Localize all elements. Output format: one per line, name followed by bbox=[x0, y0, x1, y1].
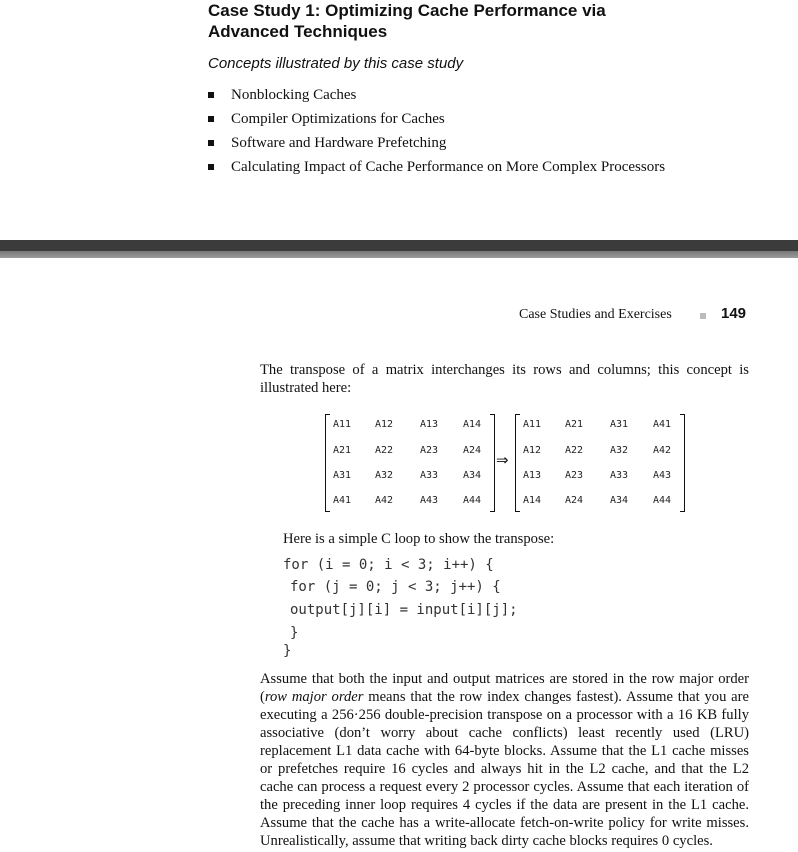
matrix-cell: A44 bbox=[463, 495, 482, 506]
intro-paragraph: The transpose of a matrix interchanges its rows and columns; this concept is illustrated here: bbox=[260, 362, 749, 396]
matrix-cell: A24 bbox=[463, 445, 482, 456]
previous-page bbox=[0, 0, 798, 240]
matrix-bracket-left bbox=[515, 414, 520, 512]
case-study-title bbox=[208, 0, 728, 42]
concept-item bbox=[208, 86, 665, 110]
bullet-icon bbox=[208, 92, 214, 98]
matrix-cell: A44 bbox=[653, 495, 672, 506]
concept-list bbox=[208, 86, 665, 182]
matrix-cell: A42 bbox=[375, 495, 394, 506]
concept-label: Calculating Impact of Cache Performance on More Complex Processors bbox=[231, 159, 666, 175]
matrix-cell: A21 bbox=[333, 445, 352, 456]
concept-label: Compiler Optimizations for Caches bbox=[231, 111, 445, 127]
matrix-cell: A13 bbox=[523, 470, 542, 481]
running-head: Case Studies and Exercises bbox=[519, 307, 672, 322]
matrix-cell: A42 bbox=[653, 445, 672, 456]
case-study-title-line-1: Case Study 1: Optimizing Cache Performance via bbox=[208, 1, 606, 20]
matrix-cell: A41 bbox=[333, 495, 352, 506]
assumptions-italic-term: row major order bbox=[264, 689, 364, 705]
case-study-title-line-2: Advanced Techniques bbox=[208, 22, 388, 41]
matrix-cell: A43 bbox=[420, 495, 439, 506]
matrix-cell: A11 bbox=[333, 419, 352, 430]
concepts-heading: Concepts illustrated by this case study bbox=[208, 55, 464, 72]
code-line: for (i = 0; i < 3; i++) { bbox=[283, 557, 494, 573]
bullet-icon bbox=[208, 116, 214, 122]
matrix-cell: A23 bbox=[420, 445, 439, 456]
matrix-cell: A22 bbox=[375, 445, 394, 456]
matrix-bracket-right bbox=[680, 414, 685, 512]
bullet-icon bbox=[208, 164, 214, 170]
code-line: } bbox=[283, 643, 292, 659]
matrix-cell: A31 bbox=[333, 470, 352, 481]
code-line: } bbox=[290, 625, 299, 641]
concept-item bbox=[208, 158, 665, 182]
code-line: output[j][i] = input[i][j]; bbox=[290, 602, 518, 618]
assumptions-paragraph bbox=[260, 670, 749, 850]
matrix-cell: A34 bbox=[610, 495, 629, 506]
matrix-cell: A33 bbox=[610, 470, 629, 481]
matrix-cell: A31 bbox=[610, 419, 629, 430]
matrix-cell: A23 bbox=[565, 470, 584, 481]
concept-label: Nonblocking Caches bbox=[231, 87, 357, 103]
matrix-cell: A12 bbox=[375, 419, 394, 430]
right-double-arrow-icon: ⇒ bbox=[496, 451, 509, 469]
matrix-cell: A32 bbox=[610, 445, 629, 456]
input-matrix bbox=[325, 414, 495, 512]
matrix-cell: A43 bbox=[653, 470, 672, 481]
page-divider bbox=[0, 240, 798, 258]
code-line: for (j = 0; j < 3; j++) { bbox=[290, 579, 501, 595]
loop-intro: Here is a simple C loop to show the transpose: bbox=[283, 531, 555, 547]
matrix-cell: A32 bbox=[375, 470, 394, 481]
concept-item bbox=[208, 110, 665, 134]
matrix-cell: A11 bbox=[523, 419, 542, 430]
matrix-cell: A22 bbox=[565, 445, 584, 456]
matrix-cell: A13 bbox=[420, 419, 439, 430]
matrix-cell: A21 bbox=[565, 419, 584, 430]
matrix-cell: A34 bbox=[463, 470, 482, 481]
matrix-cell: A33 bbox=[420, 470, 439, 481]
matrix-cell: A41 bbox=[653, 419, 672, 430]
running-head-separator-icon bbox=[700, 313, 706, 319]
matrix-bracket-right bbox=[490, 414, 495, 512]
matrix-cell: A12 bbox=[523, 445, 542, 456]
matrix-bracket-left bbox=[325, 414, 330, 512]
assumptions-text-2: means that the row index changes fastest). Assume that you are executing a 256·256 double-precision transpose on a processor with a 16 KB fully associative (don’t worry about cache conflicts) least recently used (LRU) replacement L1 data cache with 64-byte blocks. Assume that the L1 cache misses or prefetches require 16 cycles and always hit in the L2 cache, and that the L2 cache can process a request every 2 processor cycles. Assume that each iteration of the preceding inner loop requires 4 cycles if the data are present in the L1 cache. Assume that the cache has a write-allocate fetch-on-write policy for write misses. Unrealistically, assume that writing back dirty cache blocks requires 0 cycles. bbox=[260, 689, 749, 849]
matrix-cell: A14 bbox=[463, 419, 482, 430]
assumptions-text-1: Assume that both the input and output matrices are stored in the row major order ( bbox=[260, 671, 749, 705]
matrix-cell: A14 bbox=[523, 495, 542, 506]
concept-label: Software and Hardware Prefetching bbox=[231, 135, 447, 151]
output-matrix bbox=[515, 414, 685, 512]
bullet-icon bbox=[208, 140, 214, 146]
concept-item bbox=[208, 134, 665, 158]
matrix-cell: A24 bbox=[565, 495, 584, 506]
page-number: 149 bbox=[721, 305, 747, 322]
